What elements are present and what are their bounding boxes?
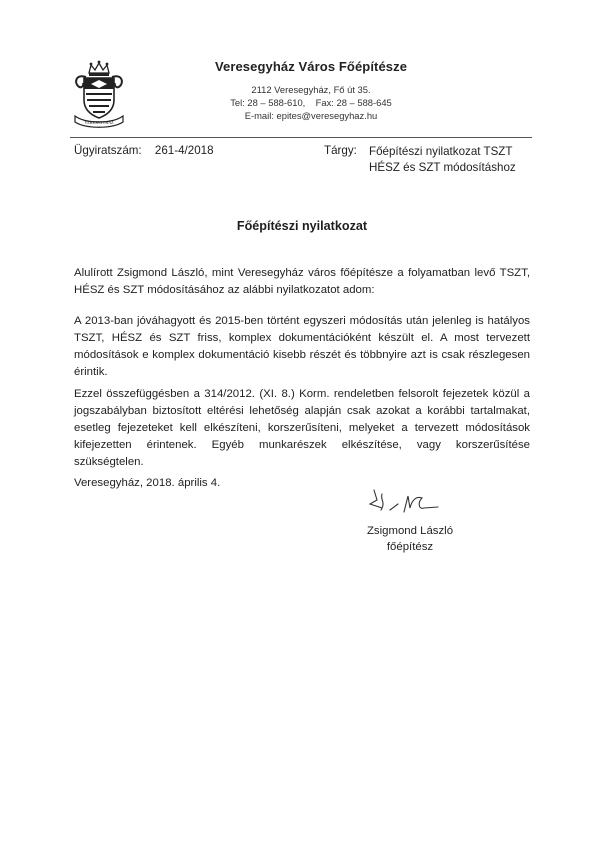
subject-label: Tárgy: [324, 144, 357, 157]
paragraph-3: Ezzel összefüggésben a 314/2012. (XI. 8.) Korm. rendeletben felsorolt fejezetek közül a jogszabályban biztosított eltérési lehetőség alapján csak azokat a korábbi tartalmakat, esetleg fejezeteket kell elkészíteni, korszerűsíteni, melyeket a tervezett módosítások kifejezetten érintenek. Egyéb munkarészek elkészítése, vagy korszerűsítése szükségtelen. [74, 388, 530, 468]
letterhead [196, 59, 426, 122]
paragraph-2: A 2013-ban jóváhagyott és 2015-ben történt egyszeri módosítás után jelenleg is hatályos TSZT, HÉSZ és SZT friss, komplex dokumentációként készült el. A most tervezett módosítások e komplex dokumentáció kisebb részét és többnyire azt is csak részlegesen érintik. [74, 315, 530, 378]
header-divider [70, 137, 532, 138]
coat-of-arms-logo [72, 58, 126, 128]
crest-ribbon-text: VERESEGYHÁZ [84, 120, 114, 125]
signer-name: Zsigmond László [366, 525, 454, 537]
handwritten-signature [368, 484, 448, 524]
organization-name: Veresegyház Város Főépítésze [214, 59, 408, 74]
reference-number [74, 144, 214, 157]
organization-email: E-mail: epites@veresegyhaz.hu [244, 110, 378, 121]
signer-block [330, 523, 490, 555]
organization-phone-fax: Tel: 28 – 588-610, Fax: 28 – 588-645 [230, 97, 392, 108]
subject-value: Főépítészi nyilatkozat TSZT HÉSZ és SZT módosításhoz [369, 145, 516, 174]
organization-address: 2112 Veresegyház, Fő út 35. [251, 84, 371, 95]
signer-role: főépítész [386, 541, 434, 553]
reference-label: Ügyiratszám: [74, 144, 142, 157]
reference-value: 261-4/2018 [154, 144, 214, 157]
document-title: Főépítészi nyilatkozat [236, 219, 368, 233]
paragraph-1: Alulírott Zsigmond László, mint Veresegyház város főépítésze a folyamatban levő TSZT, HÉSZ és SZT módosításához az alábbi nyilatkozatot adom: [74, 267, 530, 296]
place-and-date: Veresegyház, 2018. április 4. [74, 477, 221, 489]
